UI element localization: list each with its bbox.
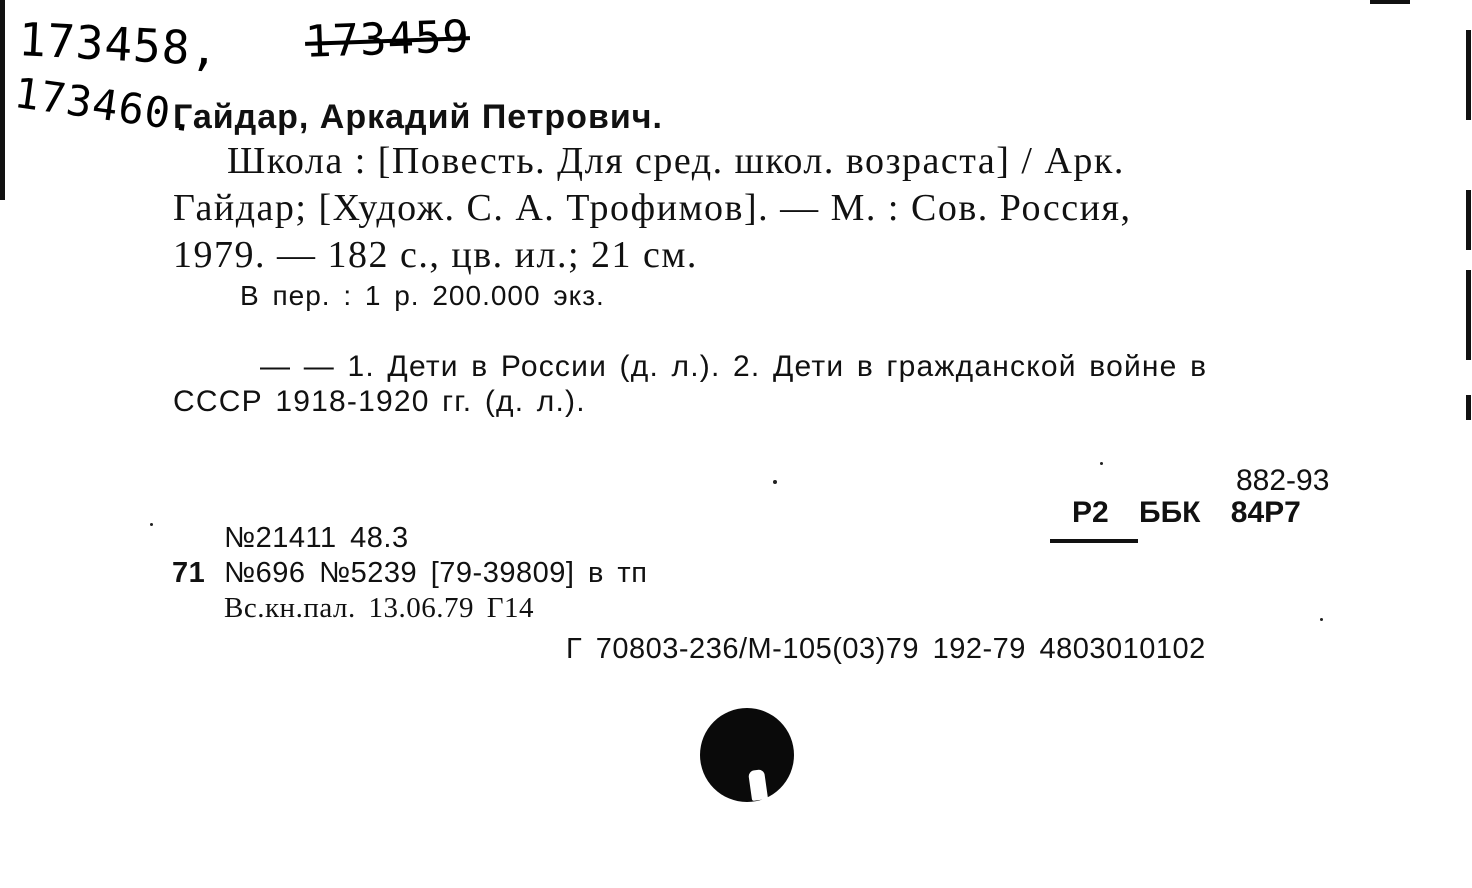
bbk-underline [1050, 539, 1138, 543]
card-right-edge [1466, 190, 1471, 250]
classification-code: 882-93 [1236, 464, 1330, 497]
speck [150, 523, 153, 526]
handwritten-number-1: 173458, [17, 12, 221, 77]
meta-line-3: Вс.кн.пал. 13.06.79 Г14 [224, 592, 534, 624]
meta-line-2: №696 №5239 [79-39809] в тп [224, 557, 648, 589]
meta-line-4: Г 70803-236/М-105(03)79 192-79 4803010102 [566, 633, 1206, 665]
description-line-2: Гайдар; [Худож. С. А. Трофимов]. — М. : Сов. Россия, [173, 187, 1132, 229]
handwritten-number-3: 173460. [11, 68, 201, 143]
card-right-edge [1466, 395, 1471, 420]
card-top-edge [1370, 0, 1410, 4]
meta-line-1: №21411 48.3 [224, 522, 409, 554]
card-right-edge [1466, 30, 1471, 120]
speck [1320, 618, 1323, 621]
card-left-edge [0, 0, 5, 200]
subject-line-2: СССР 1918-1920 гг. (д. л.). [173, 385, 586, 418]
subject-line-1: — — 1. Дети в России (д. л.). 2. Дети в гражданской войне в [260, 350, 1208, 383]
description-line-1: Школа : [Повесть. Для сред. школ. возраста] / Арк. [227, 140, 1125, 182]
bbk-classification: Р2 ББК 84Р7 [1072, 496, 1301, 529]
punch-hole [700, 708, 794, 802]
card-right-edge [1466, 270, 1471, 360]
meta-line-2-number: 71 [172, 557, 206, 589]
speck [773, 480, 777, 484]
description-line-3: 1979. — 182 с., цв. ил.; 21 см. [173, 234, 698, 276]
price-line: В пер. : 1 р. 200.000 экз. [240, 280, 605, 311]
handwritten-number-crossed: 173459 [304, 11, 471, 68]
author-heading: Гайдар, Аркадий Петрович. [173, 98, 663, 136]
speck [1100, 462, 1103, 465]
